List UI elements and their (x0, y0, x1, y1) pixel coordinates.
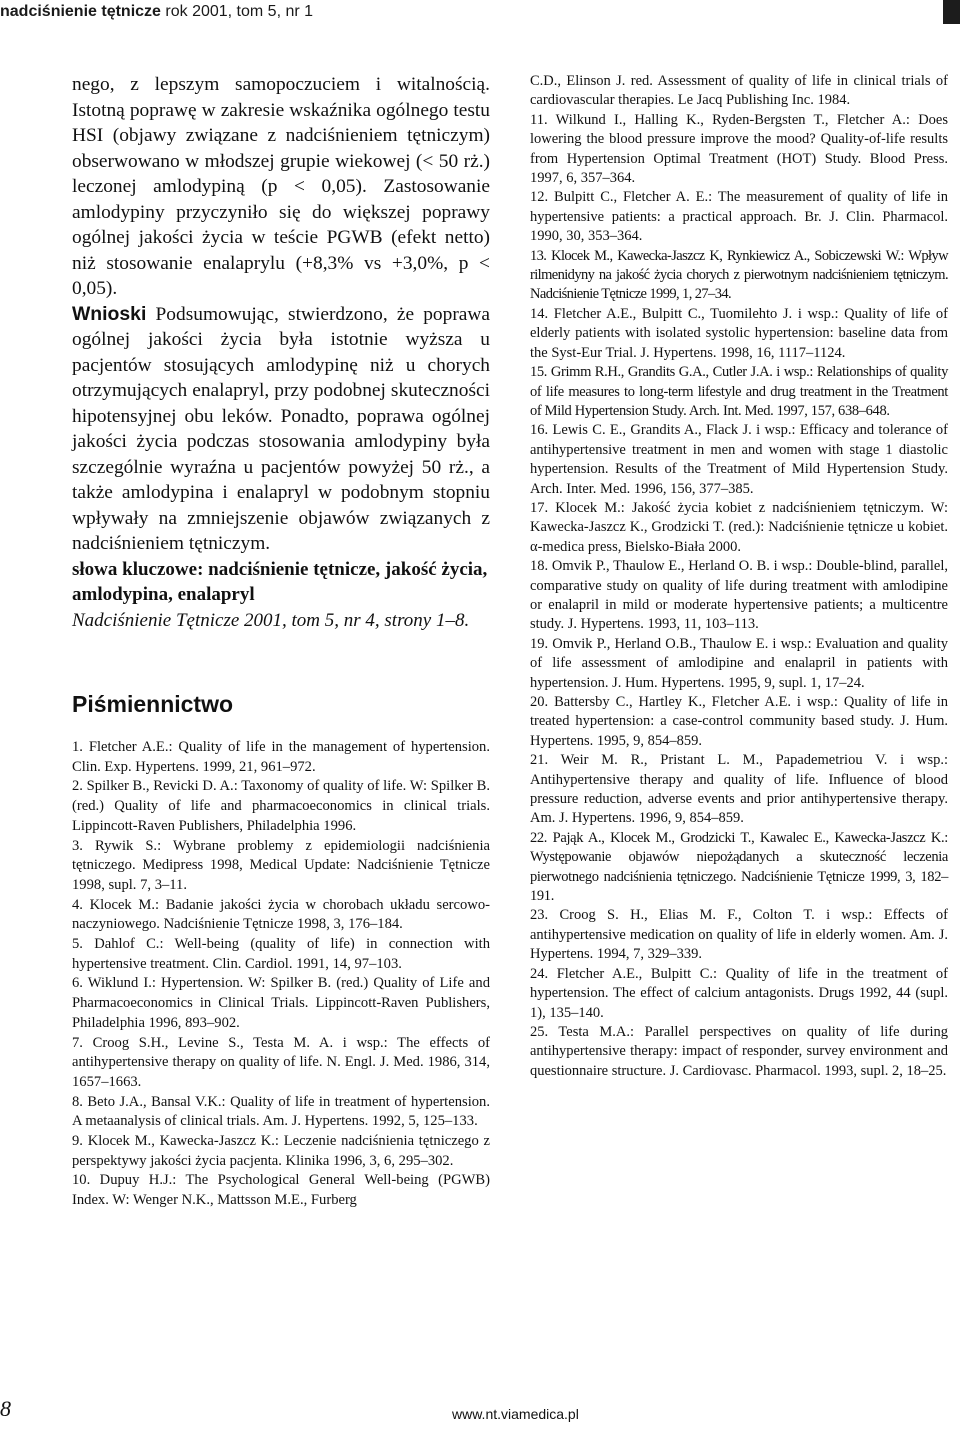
references-list-right (530, 72, 948, 1081)
reference-item: 9. Klocek M., Kawecka-Jaszcz K.: Leczenie nadciśnienia tętniczego z perspektywy jakości życia pacjenta. Klinika 1996, 3, 6, 295–302. (72, 1133, 490, 1169)
reference-item: C.D., Elinson J. red. Assessment of quality of life in clinical trials of cardiovascular therapies. Le Jacq Publishing Inc. 1984. (530, 73, 948, 109)
reference-item: 15. Grimm R.H., Grandits G.A., Cutler J.A. i wsp.: Relationships of quality of life measures to long-term lifestyle and drug treatment in the Treatment of Mild Hypertension Study. Arch. Int. Med. 1997, 157, 638–648. (530, 364, 948, 419)
corner-tab-mark (943, 0, 960, 24)
reference-item: 8. Beto J.A., Bansal V.K.: Quality of life in treatment of hypertension. A metaanalysis of clinical trials. Am. J. Hypertens. 1992, 5, 125–133. (72, 1093, 490, 1130)
conclusions-label: Wnioski (72, 302, 147, 325)
reference-item: 25. Testa M.A.: Parallel perspectives on quality of life during antihypertensive therapy: impact of responder, survey environment and questionnaire structure. J. Cardiovasc. Pharmacol. 1993, supl. 2, 18–25. (530, 1023, 948, 1079)
reference-item: 2. Spilker B., Revicki D. A.: Taxonomy of quality of life. W: Spilker B. (red.) Quality of life and pharmacoeconomics in clinical trials. Lippincott-Raven Publishers, Philadelphia 1996. (72, 778, 490, 834)
page-number: 8 (0, 1396, 11, 1421)
reference-item: 7. Croog S.H., Levine S., Testa M. A. i wsp.: The effects of antihypertensive therapy on quality of life. N. Engl. J. Med. 1986, 314, 1657–1663. (72, 1034, 490, 1090)
journal-name: nadciśnienie tętnicze (0, 3, 161, 20)
reference-item: 13. Klocek M., Kawecka-Jaszcz K, Rynkiewicz A., Sobiczewski W.: Wpływ rilmenidyny na jakość życia chorych z pierwotnym nadciśnieniem tętniczym. Nadciśnienie Tętnicze 1999, 1, 27–34. (530, 247, 948, 303)
article-citation: Nadciśnienie Tętnicze 2001, tom 5, nr 4, strony 1–8. (72, 609, 470, 631)
reference-item: 4. Klocek M.: Badanie jakości życia w chorobach układu sercowo-naczyniowego. Nadciśnienie Tętnicze 1998, 3, 176–184. (72, 896, 490, 933)
reference-item: 18. Omvik P., Thaulow E., Herland O. B. i wsp.: Double-blind, parallel, comparative study on quality of life during treatment with amlodipine or enalapril in mild or moderate hypertensive patients; a multicentre study. J. Hypertens. 1993, 11, 103–113. (530, 558, 948, 633)
reference-item: 12. Bulpitt C., Fletcher A. E.: The measurement of quality of life in hypertensive patients: a practical approach. Br. J. Clin. Pharmacol. 1990, 30, 353–364. (530, 189, 948, 245)
footer-url: www.nt.viamedica.pl (452, 1406, 579, 1422)
reference-item: 20. Battersby C., Hartley K., Fletcher A.E. i wsp.: Quality of life in treated hypertension: a case-control community based study. J. Hum. Hypertens. 1995, 9, 854–859. (530, 694, 948, 749)
reference-item: 10. Dupuy H.J.: The Psychological General Well-being (PGWB) Index. W: Wenger N.K., Mattsson M.E., Furberg (72, 1172, 490, 1209)
right-column (530, 72, 948, 1081)
reference-item: 1. Fletcher A.E.: Quality of life in the management of hypertension. Clin. Exp. Hypertens. 1999, 21, 961–972. (72, 739, 490, 775)
reference-item: 17. Klocek M.: Jakość życia kobiet z nadciśnieniem tętniczym. W: Kawecka-Jaszcz K., Grodzicki T. (red.): Nadciśnienie tętnicze u kobiet. α-medica press, Bielsko-Biała 2000. (530, 499, 948, 555)
reference-item: 24. Fletcher A.E., Bulpitt C.: Quality of life in the treatment of hypertension. The effect of calcium antagonists. Drugs 1992, 44 (supl. 1), 135–140. (530, 965, 948, 1021)
running-header (0, 0, 313, 24)
reference-item: 6. Wiklund I.: Hypertension. W: Spilker B. (red.) Quality of Life and Pharmacoeconomics in Clinical Trials. Lippincott-Raven Publishers, Philadelphia 1996, 893–902. (72, 975, 490, 1031)
left-column (72, 72, 490, 1211)
keywords: słowa kluczowe: nadciśnienie tętnicze, jakość życia, amlodypina, enalapryl (72, 558, 488, 605)
reference-item: 14. Fletcher A.E., Bulpitt C., Tuomilehto J. i wsp.: Quality of life of elderly patients with isolated systolic hypertension: baseline data from the Syst-Eur Trial. J. Hypertens. 1998, 16, 1117–1124. (530, 305, 948, 361)
reference-item: 21. Weir M. R., Pristant L. M., Papademetriou V. i wsp.: Antihypertensive therapy and quality of life. Influence of blood pressure reduction, adverse events and prior antihypertensive therapy. Am. J. Hypertens. 1996, 9, 854–859. (530, 752, 948, 827)
summary-paragraph: nego, z lepszym samopoczuciem i witalnością. Istotną poprawę w zakresie wskaźnika ogólnego testu HSI (objawy związane z nadciśnieniem tętniczym) obserwowano w młodszej grupie wiekowej (< 50 rż.) leczonej amlodypiną (p < 0,05). Zastosowanie amlodypiny przyczyniło się do większej poprawy ogólnej jakości życia w teście PGWB (efekt netto) niż stosowanie enalaprylu (+8,3% vs +3,0%, p < 0,05). (72, 74, 490, 299)
reference-item: 23. Croog S. H., Elias M. F., Colton T. i wsp.: Effects of antihypertensive medication on quality of life in elderly women. Am. J. Hypertens. 1994, 7, 329–339. (530, 907, 948, 963)
references-heading: Piśmiennictwo (72, 691, 234, 717)
issue-info: rok 2001, tom 5, nr 1 (165, 3, 314, 20)
reference-item: 16. Lewis C. E., Grandits A., Flack J. i wsp.: Efficacy and tolerance of antihypertensive treatment in men and women with stage 1 diastolic hypertension. Results of the Treatment of Mild Hypertension Study. Arch. Inter. Med. 1996, 156, 377–385. (530, 422, 948, 497)
reference-item: 22. Pająk A., Klocek M., Grodzicki T., Kawalec E., Kawecka-Jaszcz K.: Występowanie objawów niepożądanych a skuteczność leczenia pierwotnego nadciśnienia tętniczego. Nadciśnienie Tętnicze 1999, 3, 182–191. (530, 829, 948, 905)
reference-item: 19. Omvik P., Herland O.B., Thaulow E. i wsp.: Evaluation and quality of life assessment of amlodipine and enalapril in patients with hypertension. J. Hum. Hypertens. 1995, 9, supl. 1, 17–24. (530, 635, 948, 691)
reference-item: 11. Wilkund I., Halling K., Ryden-Bergsten T., Fletcher A.: Does lowering the blood pressure improve the mood? Quality-of-life results from Hypertension Optimal Treatment (HOT) Study. Blood Press. 1997, 6, 357–364. (530, 111, 948, 187)
references-list-left (72, 738, 490, 1211)
conclusions-text: Podsumowując, stwierdzono, że poprawa ogólnej jakości życia była istotnie wyższa u pacjentów stosujących amlodypinę niż u chorych otrzymujących enalapryl, przy podobnej skuteczności hipotensyjnej obu leków. Ponadto, poprawa ogólnej jakości życia podczas stosowania amlodypiny była szczególnie wyraźna u pacjentów powyżej 50 rż., a także amlodypina i enalapryl w podobnym stopniu wpływały na zmniejszenie objawów związanych z nadciśnieniem tętniczym. (72, 303, 490, 554)
reference-item: 3. Rywik S.: Wybrane problemy z epidemiologii nadciśnienia tętniczego. Medipress 1998, Medical Update: Nadciśnienie Tętnicze 1998, supl. 7, 3–11. (72, 837, 490, 893)
reference-item: 5. Dahlof C.: Well-being (quality of life) in connection with hypertensive treatment. Clin. Cardiol. 1991, 14, 97–103. (72, 936, 490, 972)
conclusions-paragraph (72, 302, 490, 557)
